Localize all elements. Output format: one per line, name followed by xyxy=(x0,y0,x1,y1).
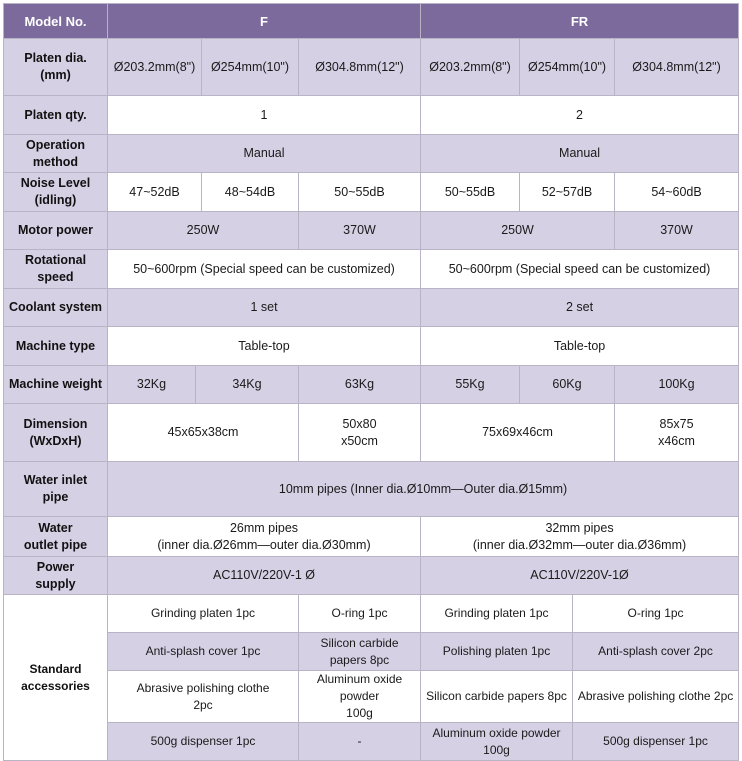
cell: 50~55dB xyxy=(421,173,520,212)
row-water-inlet xyxy=(4,462,739,517)
cell: Anti-splash cover 2pc xyxy=(573,633,739,671)
header-f: F xyxy=(108,4,421,39)
row-water-outlet xyxy=(4,517,739,557)
cell: 47~52dB xyxy=(108,173,202,212)
cell: 2 xyxy=(421,96,739,135)
cell: Anti-splash cover 1pc xyxy=(108,633,299,671)
cell: AC110V/220V-1Ø xyxy=(421,557,739,595)
cell: Ø254mm(10") xyxy=(202,39,299,96)
cell: Manual xyxy=(108,135,421,173)
cell: Table-top xyxy=(108,327,421,366)
cell: 45x65x38cm xyxy=(108,404,299,462)
label-speed: Rotational speed xyxy=(4,250,108,289)
label-weight: Machine weight xyxy=(4,366,108,404)
label-water-outlet: Water outlet pipe xyxy=(4,517,108,557)
cell: 55Kg xyxy=(421,366,520,404)
cell: 32Kg xyxy=(108,366,196,404)
row-accessories-3 xyxy=(4,671,739,723)
row-machine-type xyxy=(4,327,739,366)
cell: 370W xyxy=(299,212,421,250)
cell: Polishing platen 1pc xyxy=(421,633,573,671)
row-power xyxy=(4,557,739,595)
cell: 50x80 x50cm xyxy=(299,404,421,462)
cell: Ø304.8mm(12") xyxy=(615,39,739,96)
cell: 48~54dB xyxy=(202,173,299,212)
cell: 500g dispenser 1pc xyxy=(573,723,739,761)
cell: 54~60dB xyxy=(615,173,739,212)
label-motor: Motor power xyxy=(4,212,108,250)
cell: 250W xyxy=(421,212,615,250)
row-platen-qty xyxy=(4,96,739,135)
cell: 26mm pipes (inner dia.Ø26mm—outer dia.Ø30mm) xyxy=(108,517,421,557)
row-noise xyxy=(4,173,739,212)
label-water-inlet: Water inlet pipe xyxy=(4,462,108,517)
cell: 50~55dB xyxy=(299,173,421,212)
row-operation xyxy=(4,135,739,173)
cell: Ø254mm(10") xyxy=(520,39,615,96)
cell: Manual xyxy=(421,135,739,173)
label-noise: Noise Level (idling) xyxy=(4,173,108,212)
label-accessories: Standard accessories xyxy=(4,595,108,761)
row-coolant xyxy=(4,289,739,327)
label-platen-dia: Platen dia. (mm) xyxy=(4,39,108,96)
label-machine-type: Machine type xyxy=(4,327,108,366)
cell: 250W xyxy=(108,212,299,250)
cell: Abrasive polishing clothe 2pc xyxy=(108,671,299,723)
cell: 1 xyxy=(108,96,421,135)
row-accessories-4 xyxy=(4,723,739,761)
row-motor xyxy=(4,212,739,250)
cell: Table-top xyxy=(421,327,739,366)
row-weight xyxy=(4,366,739,404)
header-row xyxy=(4,4,739,39)
cell: O-ring 1pc xyxy=(299,595,421,633)
cell: 500g dispenser 1pc xyxy=(108,723,299,761)
cell: Silicon carbide papers 8pc xyxy=(421,671,573,723)
cell: 10mm pipes (Inner dia.Ø10mm—Outer dia.Ø15mm) xyxy=(108,462,739,517)
label-coolant: Coolant system xyxy=(4,289,108,327)
label-power: Power supply xyxy=(4,557,108,595)
cell: AC110V/220V-1 Ø xyxy=(108,557,421,595)
row-accessories-1 xyxy=(4,595,739,633)
cell: 32mm pipes (inner dia.Ø32mm—outer dia.Ø36mm) xyxy=(421,517,739,557)
label-dimension: Dimension (WxDxH) xyxy=(4,404,108,462)
label-operation: Operation method xyxy=(4,135,108,173)
cell: 85x75 x46cm xyxy=(615,404,739,462)
cell: Aluminum oxide powder 100g xyxy=(299,671,421,723)
cell: 34Kg xyxy=(196,366,299,404)
row-accessories-2 xyxy=(4,633,739,671)
cell: Grinding platen 1pc xyxy=(108,595,299,633)
row-dimension xyxy=(4,404,739,462)
cell: 60Kg xyxy=(520,366,615,404)
header-fr: FR xyxy=(421,4,739,39)
cell: Abrasive polishing clothe 2pc xyxy=(573,671,739,723)
cell: 2 set xyxy=(421,289,739,327)
cell: Ø304.8mm(12") xyxy=(299,39,421,96)
cell: 100Kg xyxy=(615,366,739,404)
row-speed xyxy=(4,250,739,289)
row-platen-dia xyxy=(4,39,739,96)
cell: 370W xyxy=(615,212,739,250)
cell: 1 set xyxy=(108,289,421,327)
cell: 63Kg xyxy=(299,366,421,404)
cell: 50~600rpm (Special speed can be customized) xyxy=(108,250,421,289)
label-platen-qty: Platen qty. xyxy=(4,96,108,135)
cell: Ø203.2mm(8") xyxy=(108,39,202,96)
cell: O-ring 1pc xyxy=(573,595,739,633)
cell: Ø203.2mm(8") xyxy=(421,39,520,96)
spec-table xyxy=(3,3,739,761)
cell: 75x69x46cm xyxy=(421,404,615,462)
cell: 52~57dB xyxy=(520,173,615,212)
cell: 50~600rpm (Special speed can be customized) xyxy=(421,250,739,289)
cell: Silicon carbide papers 8pc xyxy=(299,633,421,671)
cell: - xyxy=(299,723,421,761)
cell: Aluminum oxide powder 100g xyxy=(421,723,573,761)
cell: Grinding platen 1pc xyxy=(421,595,573,633)
header-model: Model No. xyxy=(4,4,108,39)
